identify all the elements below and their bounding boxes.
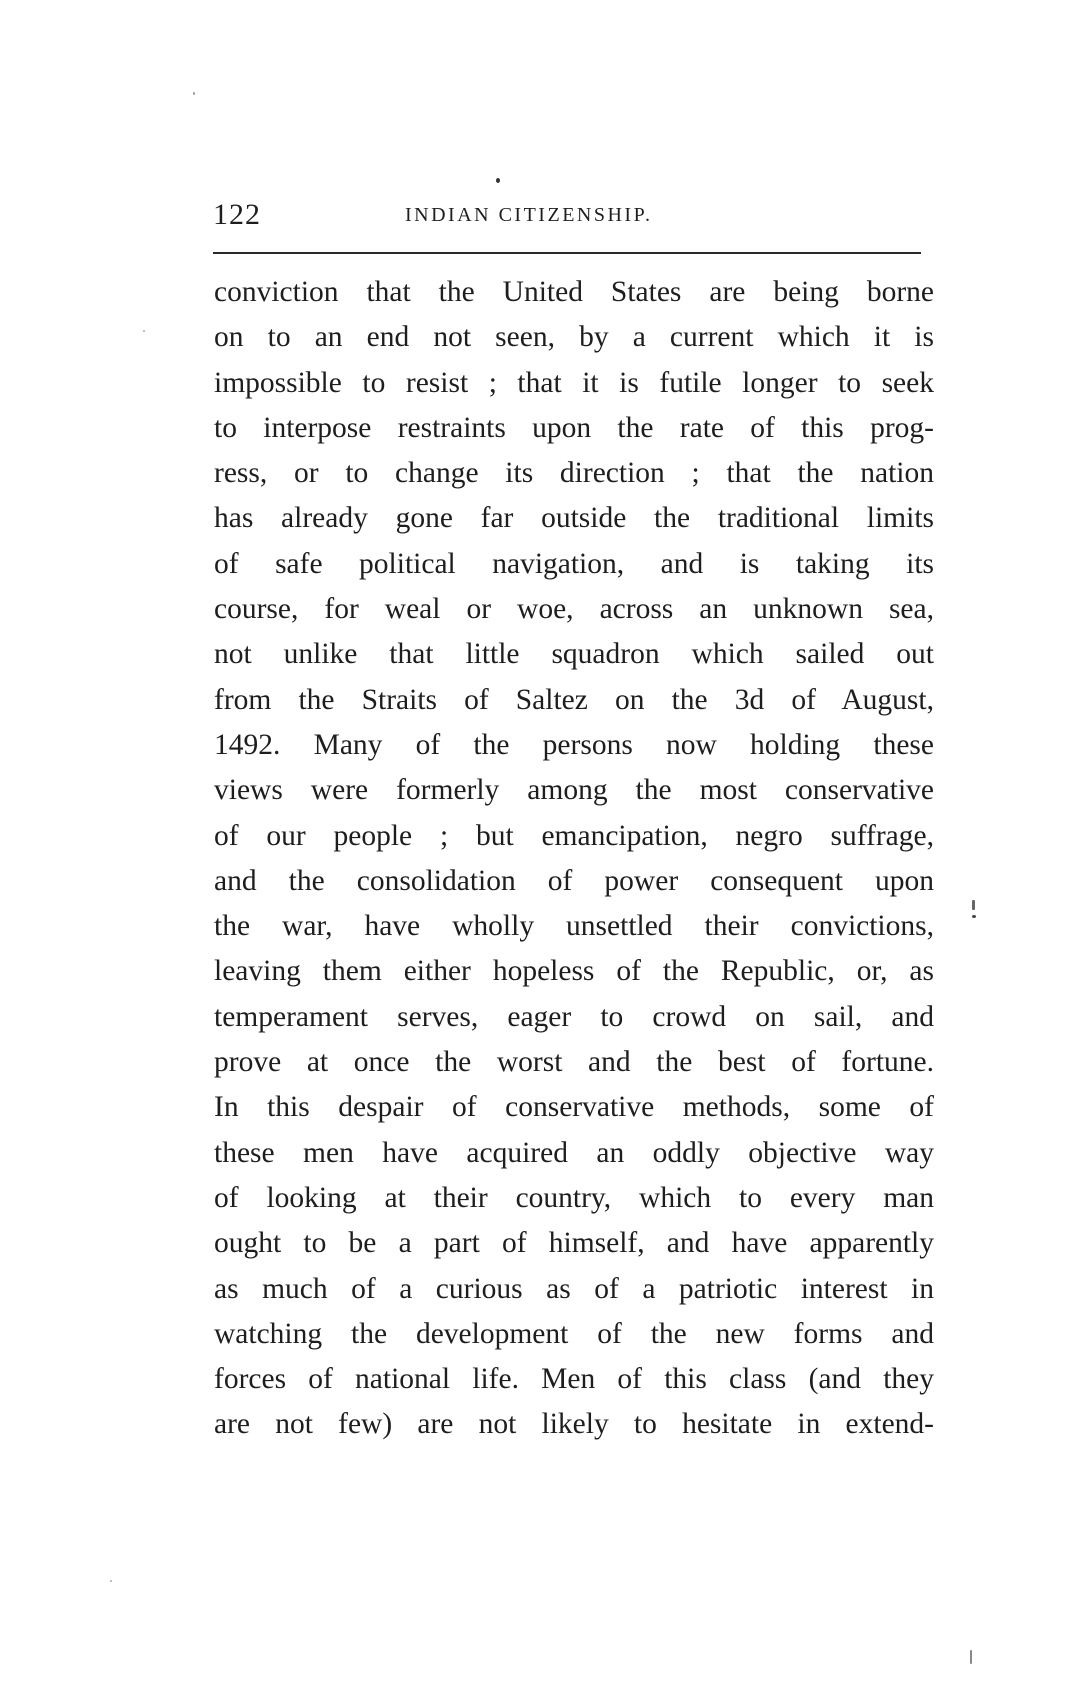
text-line: and the consolidation of power consequent upon (214, 864, 934, 897)
scan-speck (143, 330, 145, 332)
scan-speck (496, 178, 500, 183)
header-rule (213, 252, 921, 254)
text-line: of looking at their country, which to every man (214, 1181, 934, 1214)
scan-speck (972, 900, 975, 910)
text-line: views were formerly among the most conservative (214, 774, 934, 807)
text-line: as much of a curious as of a patriotic interest in (214, 1272, 934, 1305)
text-line: ought to be a part of himself, and have apparently (214, 1227, 934, 1260)
text-line: the war, have wholly unsettled their convictions, (214, 910, 934, 943)
page-header (213, 198, 923, 238)
scan-speck (110, 1580, 112, 1582)
scan-speck (972, 915, 976, 918)
text-line: In this despair of conservative methods, some of (214, 1091, 934, 1124)
text-line: temperament serves, eager to crowd on sail, and (214, 1000, 934, 1033)
text-line: has already gone far outside the traditional limits (214, 502, 934, 535)
text-line: from the Straits of Saltez on the 3d of August, (214, 683, 934, 716)
text-line: on to an end not seen, by a current which it is (214, 321, 934, 354)
running-head: INDIAN CITIZENSHIP. (405, 204, 653, 226)
text-line: 1492. Many of the persons now holding these (214, 728, 934, 761)
body-text (214, 270, 934, 1448)
text-line: these men have acquired an oddly objective way (214, 1136, 934, 1169)
text-line: course, for weal or woe, across an unknown sea, (214, 593, 934, 626)
text-line: are not few) are not likely to hesitate in extend- (214, 1408, 934, 1441)
text-line: not unlike that little squadron which sailed out (214, 638, 934, 671)
text-line: conviction that the United States are being borne (214, 276, 934, 308)
text-line: prove at once the worst and the best of fortune. (214, 1046, 934, 1079)
text-line: forces of national life. Men of this class (and they (214, 1363, 934, 1396)
text-line: of our people ; but emancipation, negro suffrage, (214, 819, 934, 852)
text-line: leaving them either hopeless of the Republic, or, as (214, 955, 934, 988)
scan-speck (970, 1650, 972, 1664)
page-number: 122 (213, 198, 261, 231)
scan-speck (193, 92, 195, 95)
text-line: ress, or to change its direction ; that the nation (214, 457, 934, 490)
text-line: to interpose restraints upon the rate of this prog- (214, 411, 934, 444)
text-line: of safe political navigation, and is taking its (214, 547, 934, 580)
text-line: watching the development of the new forms and (214, 1317, 934, 1350)
text-line: impossible to resist ; that it is futile longer to seek (214, 366, 934, 399)
